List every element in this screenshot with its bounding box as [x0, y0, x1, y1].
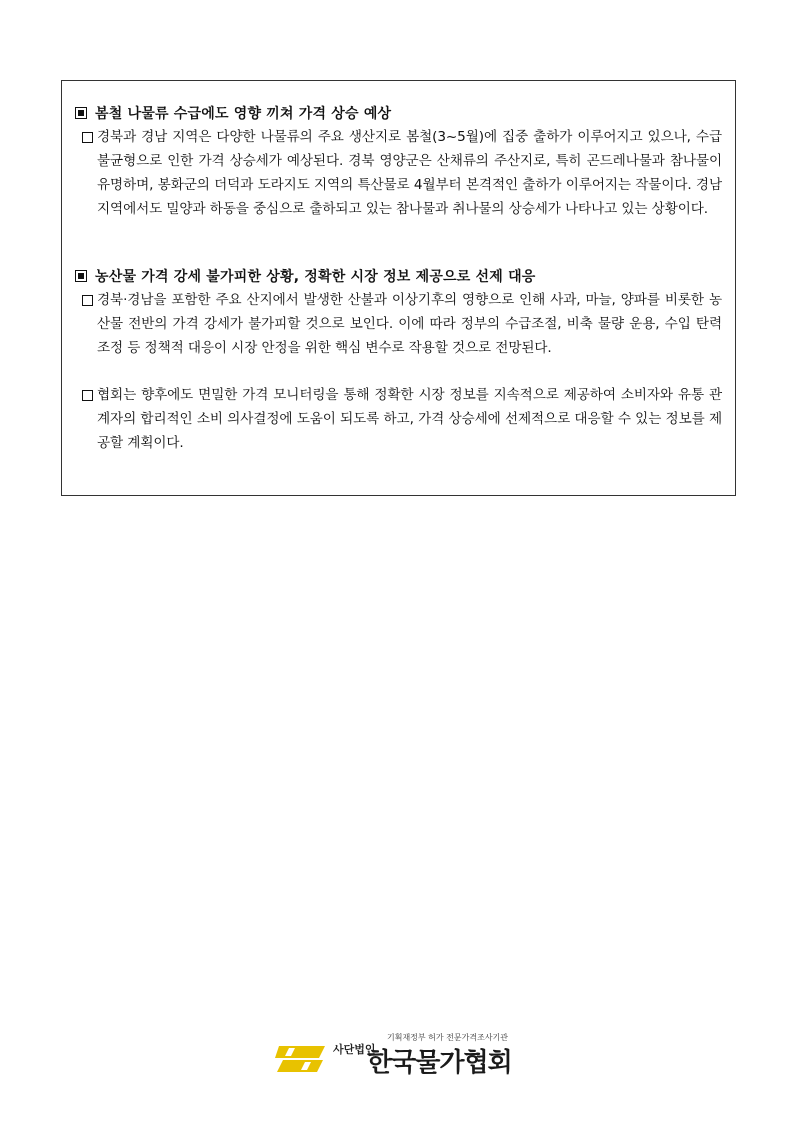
association-logo-icon — [275, 1044, 327, 1074]
paragraph-text: 경북과 경남 지역은 다양한 나물류의 주요 생산지로 봄철(3~5월)에 집중 출하가 이루어지고 있으나, 수급 불균형으로 인한 가격 상승세가 예상된다. 경북 영양군은 산채류의 주산지로, 특히 곤드레나물과 참나물이 유명하며, 봉화군의 더덕과 도라지도 지역의 특산물로 4월부터 본격적인 출하가 이루어지는 작물이다. 경남 지역에서도 밀양과 하동을 중심으로 출하되고 있는 참나물과 취나물의 상승세가 나타나고 있는 상황이다. — [97, 129, 722, 217]
section-spring-greens — [75, 103, 722, 221]
paragraph — [75, 288, 722, 360]
organization-name: 한국물가협회 — [367, 1048, 512, 1078]
paragraph — [75, 383, 722, 455]
paragraph-text: 협회는 향후에도 면밀한 가격 모니터링을 통해 정확한 시장 정보를 지속적으로 제공하여 소비자와 유통 관계자의 합리적인 소비 의사결정에 도움이 되도록 하고, 가격 상승세에 선제적으로 대응할 수 있는 정보를 제공할 계획이다. — [97, 387, 722, 451]
content-box — [61, 80, 736, 496]
section-heading — [75, 266, 722, 286]
paragraph-text: 경북·경남을 포함한 주요 산지에서 발생한 산불과 이상기후의 영향으로 인해 사과, 마늘, 양파를 비롯한 농산물 전반의 가격 강세가 불가피할 것으로 보인다. 이에 따라 정부의 수급조절, 비축 물량 운용, 수입 탄력 조정 등 정책적 대응이 시장 안정을 위한 핵심 변수로 작용할 것으로 전망된다. — [97, 292, 722, 356]
empty-square-icon — [82, 132, 93, 143]
paragraph — [75, 125, 722, 221]
corp-type-label: 사단법인 — [333, 1043, 376, 1056]
footer-tagline: 기획재정부 허가 전문가격조사기관 — [387, 1033, 509, 1042]
filled-square-icon — [75, 270, 87, 282]
section-price-outlook — [75, 266, 722, 455]
empty-square-icon — [82, 390, 93, 401]
footer-logo — [275, 1032, 525, 1078]
filled-square-icon — [75, 107, 87, 119]
section-heading-text: 농산물 가격 강세 불가피한 상황, 정확한 시장 정보 제공으로 선제 대응 — [95, 269, 536, 285]
empty-square-icon — [82, 295, 93, 306]
section-heading-text: 봄철 나물류 수급에도 영향 끼쳐 가격 상승 예상 — [95, 106, 392, 122]
section-heading — [75, 103, 722, 123]
